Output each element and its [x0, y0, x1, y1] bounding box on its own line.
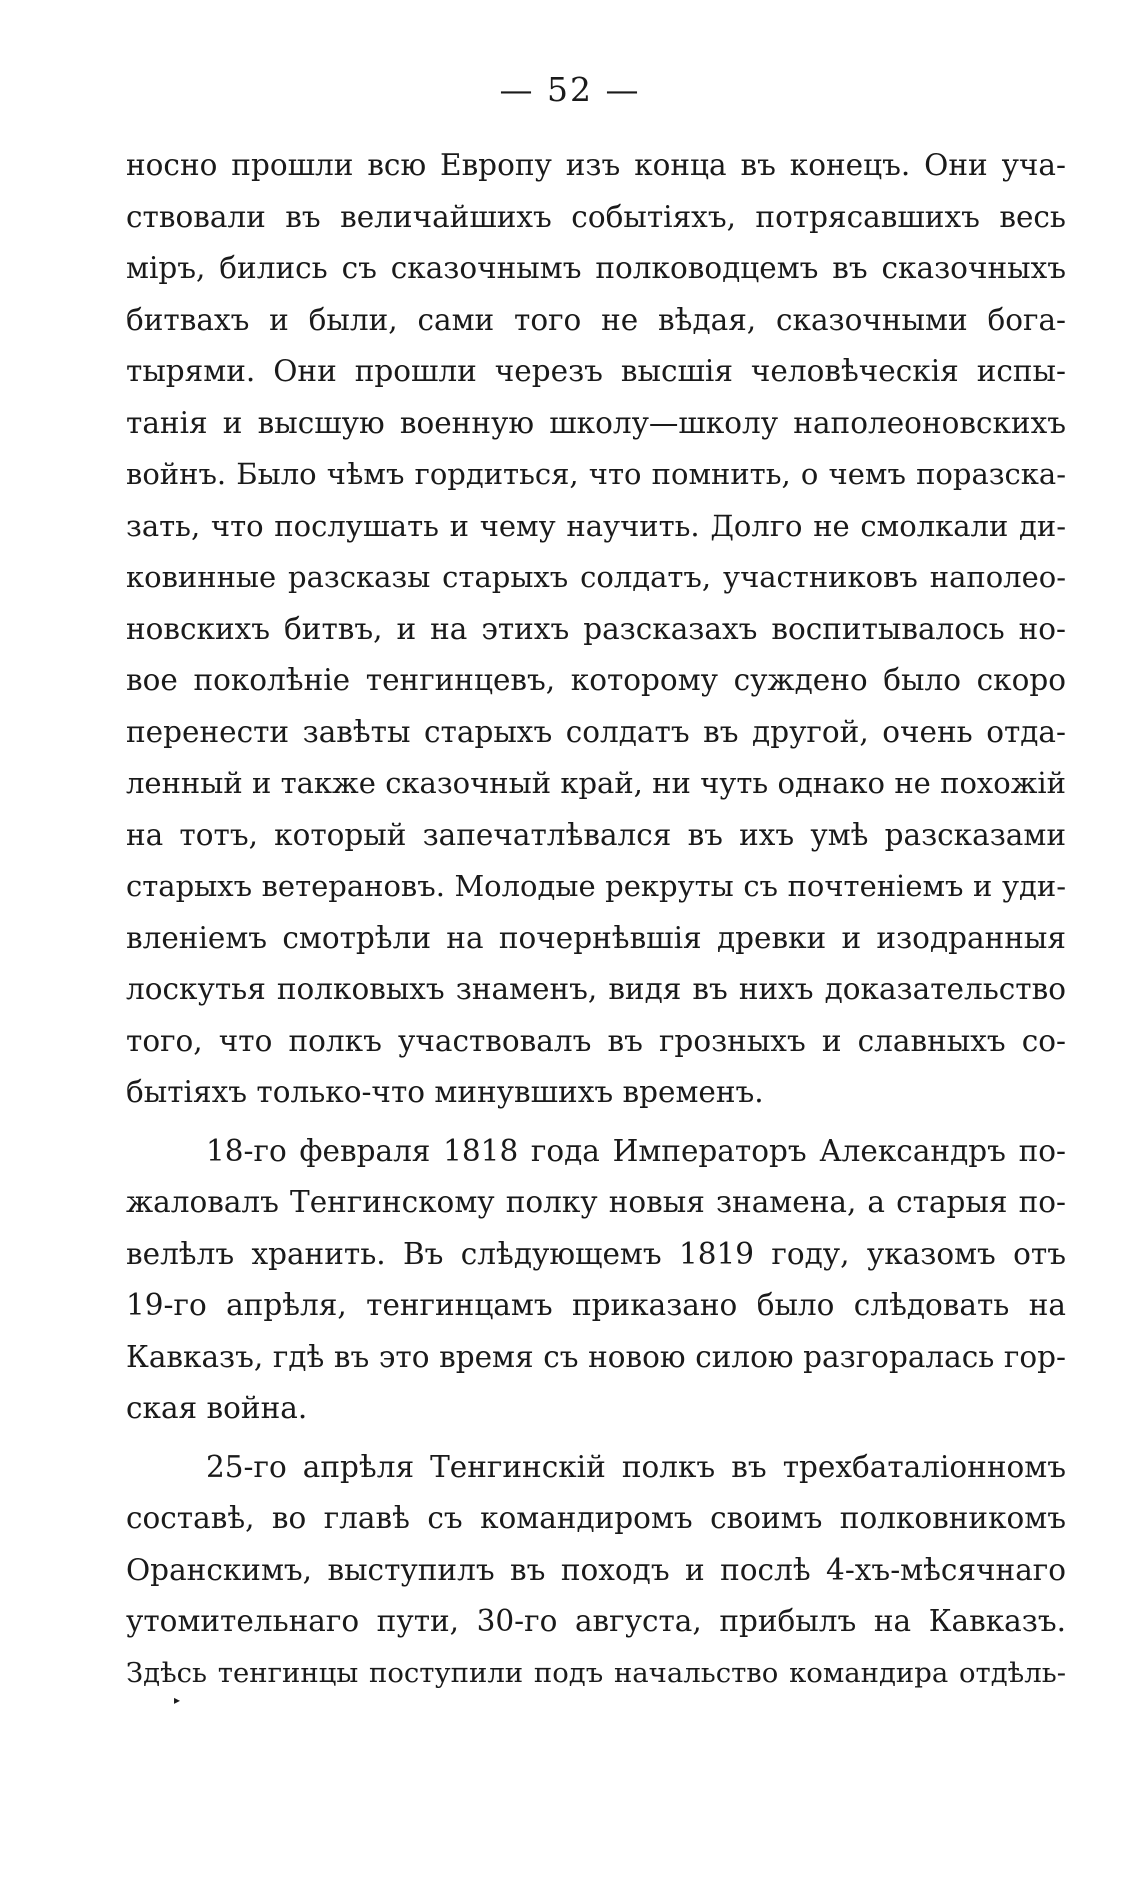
- page-number: — 52 —: [499, 70, 641, 109]
- text-line: ленный и также сказочный край, ни чуть однако не похожій: [126, 766, 1066, 800]
- text-line: Здѣсь тенгинцы поступили подъ начальство командира отдѣль-: [126, 1656, 1066, 1689]
- text-line: битвахъ и были, сами того не вѣдая, сказочными бога-: [126, 302, 1066, 337]
- text-line: лоскутья полковыхъ знаменъ, видя въ нихъ доказательство: [126, 972, 1066, 1006]
- text-line: новскихъ битвъ, и на этихъ разсказахъ воспитывалось но-: [126, 611, 1066, 646]
- text-line: на тотъ, который запечатлѣвался въ ихъ умѣ разсказами: [126, 817, 1066, 852]
- text-line: зать, что послушать и чему научить. Долго не смолкали ди-: [126, 508, 1066, 543]
- text-line: бытіяхъ только-что минувшихъ временъ.: [126, 1075, 764, 1109]
- text-line: велѣлъ хранить. Въ слѣдующемъ 1819 году, указомъ отъ: [126, 1236, 1066, 1271]
- print-mark-icon: ▸: [174, 1693, 181, 1707]
- text-line: составѣ, во главѣ съ командиромъ своимъ полковникомъ: [126, 1501, 1066, 1535]
- text-line: ствовали въ величайшихъ событіяхъ, потрясавшихъ весь: [126, 199, 1066, 234]
- text-line: войнъ. Было чѣмъ гордиться, что помнить, о чемъ поразска-: [126, 457, 1066, 491]
- paragraph-2: [126, 1126, 1066, 1435]
- text-line: Оранскимъ, выступилъ въ походъ и послѣ 4-хъ-мѣсячнаго: [126, 1552, 1066, 1587]
- text-line: 19-го апрѣля, тенгинцамъ приказано было слѣдовать на: [126, 1288, 1066, 1322]
- text-line: тырями. Они прошли черезъ высшія человѣческія испы-: [126, 354, 1066, 388]
- text-line: старыхъ ветерановъ. Молодые рекруты съ почтеніемъ и уди-: [126, 869, 1066, 903]
- text-line: жаловалъ Тенгинскому полку новыя знамена, а старыя по-: [126, 1185, 1066, 1219]
- text-line: 18-го февраля 1818 года Императоръ Александръ по-: [206, 1133, 1066, 1168]
- text-line: Кавказъ, гдѣ въ это время съ новою силою разгоралась гор-: [126, 1339, 1066, 1374]
- text-line: 25-го апрѣля Тенгинскій полкъ въ трехбаталіонномъ: [206, 1449, 1066, 1484]
- text-line: утомительнаго пути, 30-го августа, прибылъ на Кавказъ.: [126, 1604, 1066, 1638]
- text-line: танія и высшую военную школу—школу наполеоновскихъ: [126, 405, 1066, 440]
- text-line: міръ, бились съ сказочнымъ полководцемъ въ сказочныхъ: [126, 251, 1066, 285]
- text-line: ская война.: [126, 1391, 308, 1425]
- text-line: перенести завѣты старыхъ солдатъ въ другой, очень отда-: [126, 714, 1066, 749]
- text-line: ковинные разсказы старыхъ солдатъ, участниковъ наполео-: [126, 560, 1066, 594]
- paragraph-3: [126, 1442, 1066, 1700]
- text-line: носно прошли всю Европу изъ конца въ конецъ. Они уча-: [126, 148, 1066, 182]
- body-text: [126, 140, 1066, 1706]
- text-line: вленіемъ смотрѣли на почернѣвшія древки и изодранныя: [126, 920, 1066, 955]
- text-line: того, что полкъ участвовалъ въ грозныхъ и славныхъ со-: [126, 1023, 1066, 1058]
- text-line: вое поколѣніе тенгинцевъ, которому суждено было скоро: [126, 663, 1066, 697]
- paragraph-1: [126, 140, 1066, 1119]
